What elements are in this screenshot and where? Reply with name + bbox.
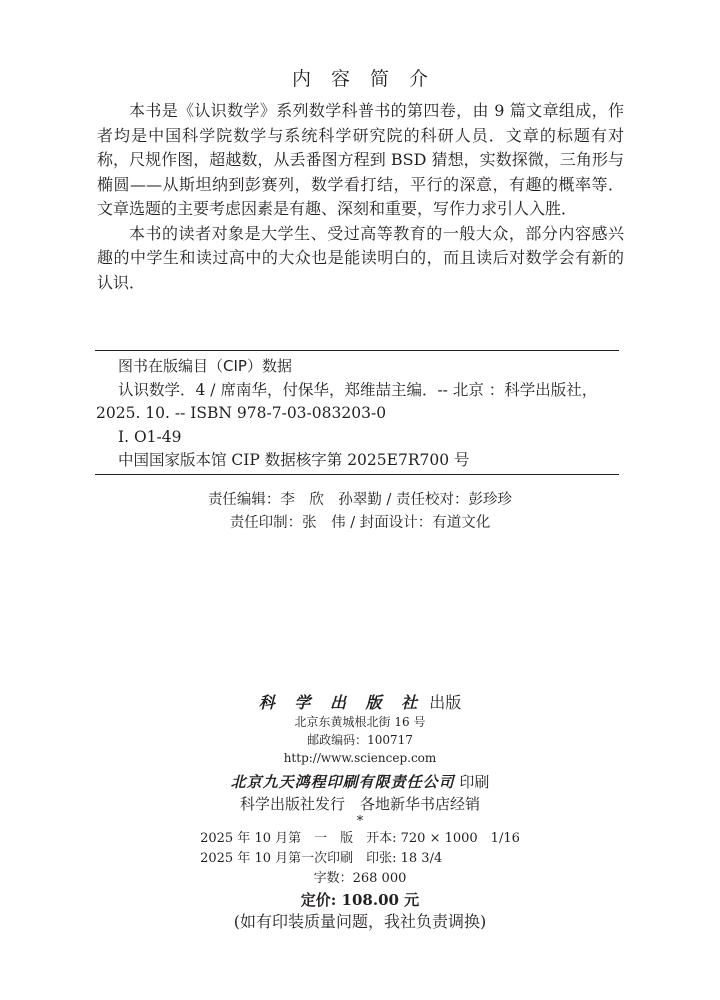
printer-line <box>0 771 720 793</box>
intro-title: 内容简介 <box>291 68 448 90</box>
publisher-postcode: 邮政编码：100717 <box>307 733 413 747</box>
separator-asterisk: * <box>356 814 364 829</box>
distribution-line: 科学出版社发行 各地新华书店经销 <box>239 795 480 813</box>
cip-record-number: 中国国家版本馆 CIP 数据核字第 2025E7R700 号 <box>118 451 470 469</box>
publisher-block <box>0 693 720 933</box>
edition-line-1: 2025 年 10 月第 一 版 开本: 720 × 1000 1/16 <box>200 831 520 846</box>
publisher-logo-text: 科 学 出 版 社 <box>258 693 425 712</box>
cip-classification: Ⅰ. O1-49 <box>118 427 182 446</box>
intro-body <box>97 99 624 295</box>
publisher-name-line <box>0 693 720 713</box>
printer-suffix: 印刷 <box>459 773 490 791</box>
cip-top-rule <box>95 350 619 351</box>
staff-production: 责任印制：张 伟 / 封面设计：有道文化 <box>229 515 491 531</box>
price: 定价: 108.00 元 <box>300 891 420 909</box>
printer-name: 北京九天鸿程印刷有限责任公司 <box>230 773 455 791</box>
quality-note: (如有印装质量问题，我社负责调换) <box>233 912 487 931</box>
publisher-suffix: 出版 <box>429 693 462 712</box>
cip-isbn-line: 2025. 10. -- ISBN 978-7-03-083203-0 <box>96 404 387 422</box>
publisher-address: 北京东黄城根北街 16 号 <box>294 715 426 729</box>
cip-bottom-rule <box>95 474 619 475</box>
intro-paragraph-2: 本书的读者对象是大学生、受过高等教育的一般大众，部分内容感兴趣的中学生和读过高中的大众也是能读明白的，而且读后对数学会有新的认识． <box>97 223 624 292</box>
intro-paragraph-1: 本书是《认识数学》系列数学科普书的第四卷，由 9 篇文章组成，作者均是中国科学院数学与系统科学研究院的科研人员．文章的标题有对称，尺规作图，超越数，从丢番图方程到 BSD 猜想，实数探微，三角形与椭圆——从斯坦纳到彭赛列，数学看打结，平行的深意，有趣的概率等．文章选题的主要考虑因素是有趣、深刻和重要，写作力求引人入胜． <box>97 101 624 218</box>
cip-heading: 图书在版编目（CIP）数据 <box>118 357 292 375</box>
cip-block <box>96 355 624 473</box>
edition-line-2: 2025 年 10 月第一次印刷 印张: 18 3/4 <box>200 851 443 866</box>
edition-block <box>200 829 520 869</box>
staff-credits <box>0 489 720 535</box>
publisher-website: http://www.sciencep.com <box>283 751 437 765</box>
staff-editors: 责任编辑：李 欣 孙翠勤 / 责任校对：彭珍珍 <box>207 492 513 508</box>
cip-title-line: 认识数学．4 / 席南华，付保华，郑维喆主编．-- 北京 ：科学出版社， <box>118 380 598 399</box>
word-count: 字数：268 000 <box>313 871 407 886</box>
